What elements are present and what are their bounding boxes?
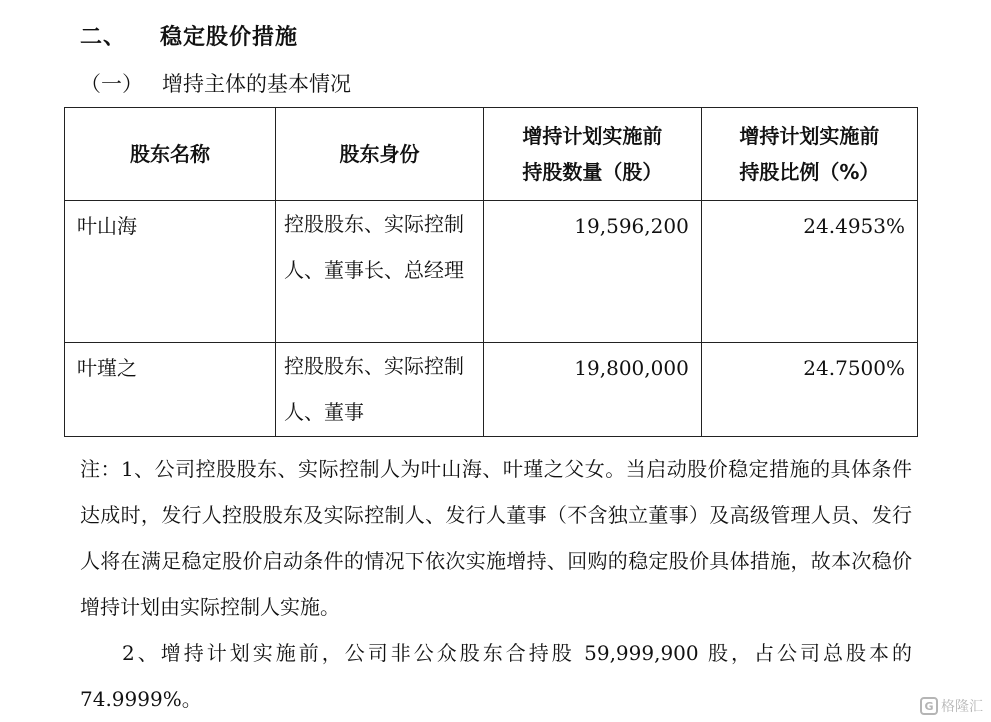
cell-ratio: 24.4953%	[701, 201, 917, 343]
note-1: 注：1、公司控股股东、实际控制人为叶山海、叶瑾之父女。当启动股价稳定措施的具体条件达成时，发行人控股股东及实际控制人、发行人董事（不含独立董事）及高级管理人员、发行人将在满足稳定股价启动条件的情况下依次实施增持、回购的稳定股价具体措施，故本次稳价增持计划由实际控制人实施。	[80, 457, 912, 619]
header-shares-before: 增持计划实施前 持股数量（股）	[483, 108, 701, 201]
cell-name: 叶瑾之	[65, 343, 276, 437]
section-number: 二、	[80, 24, 127, 50]
watermark-text: 格隆汇	[941, 699, 983, 715]
table-row	[65, 343, 918, 437]
cell-shares: 19,800,000	[483, 343, 701, 437]
shareholder-table	[64, 107, 918, 437]
gelonghui-logo-icon: G	[920, 697, 938, 715]
watermark	[920, 696, 983, 716]
cell-ratio: 24.7500%	[701, 343, 917, 437]
header-ratio-before: 增持计划实施前 持股比例（%）	[701, 108, 917, 201]
table-row	[65, 201, 918, 343]
cell-name: 叶山海	[65, 201, 276, 343]
note-2: 2、增持计划实施前，公司非公众股东合持股 59,999,900 股，占公司总股本的 74.9999%。	[80, 641, 912, 711]
header-shareholder-identity: 股东身份	[276, 108, 484, 201]
subsection-title: 增持主体的基本情况	[162, 72, 351, 96]
cell-shares: 19,596,200	[483, 201, 701, 343]
header-shareholder-name: 股东名称	[65, 108, 276, 201]
table-header-row	[65, 108, 918, 201]
cell-identity: 控股股东、实际控制人、董事	[276, 343, 484, 437]
table-notes	[80, 446, 912, 722]
subsection-heading	[80, 68, 351, 98]
section-heading	[80, 20, 298, 51]
section-title: 稳定股价措施	[160, 24, 299, 50]
cell-identity: 控股股东、实际控制人、董事长、总经理	[276, 201, 484, 343]
subsection-number: （一）	[80, 72, 143, 96]
